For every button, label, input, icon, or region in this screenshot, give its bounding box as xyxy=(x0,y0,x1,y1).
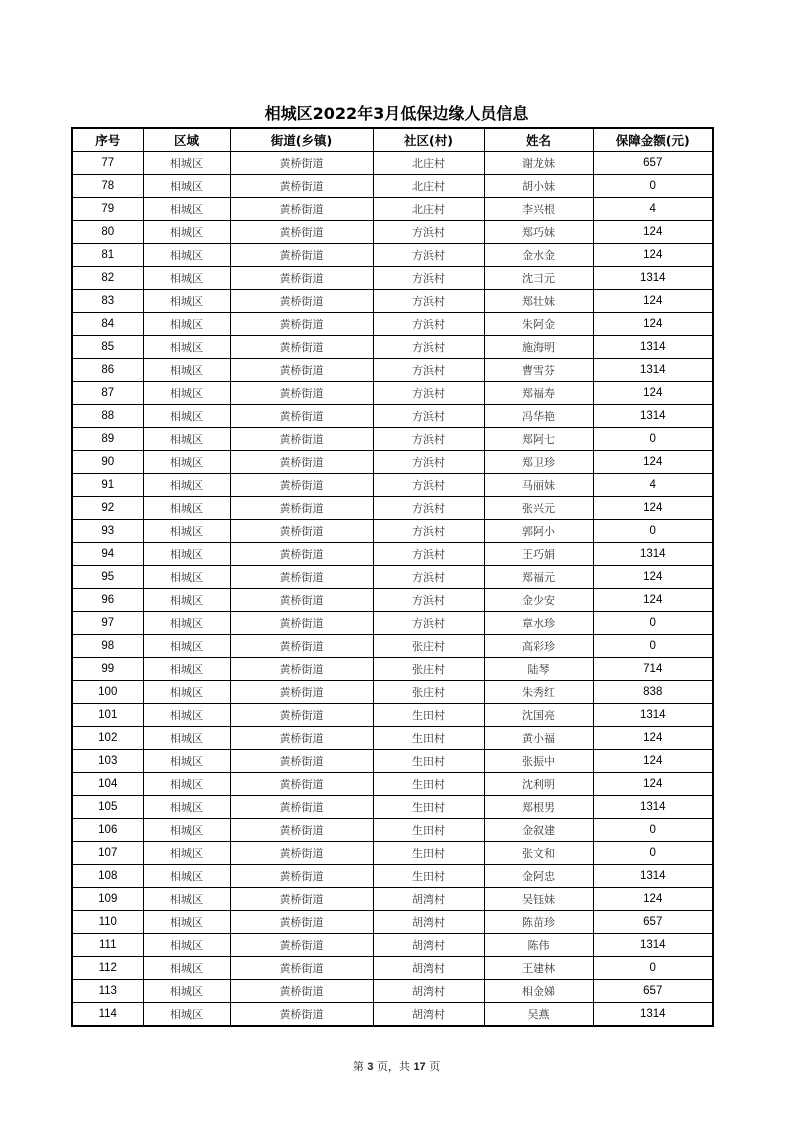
cell-district: 相城区 xyxy=(143,405,230,428)
cell-index: 107 xyxy=(72,842,143,865)
cell-name: 黄小福 xyxy=(484,727,593,750)
cell-name: 相金娣 xyxy=(484,980,593,1003)
cell-amount: 124 xyxy=(593,566,713,589)
footer-page-number: 3 xyxy=(367,1061,374,1073)
table-row xyxy=(72,773,713,796)
cell-street: 黄桥街道 xyxy=(230,750,373,773)
table-row xyxy=(72,589,713,612)
cell-street: 黄桥街道 xyxy=(230,359,373,382)
cell-community: 北庄村 xyxy=(373,198,484,221)
table-row xyxy=(72,359,713,382)
cell-street: 黄桥街道 xyxy=(230,612,373,635)
cell-community: 方浜村 xyxy=(373,290,484,313)
cell-district: 相城区 xyxy=(143,727,230,750)
cell-index: 105 xyxy=(72,796,143,819)
cell-district: 相城区 xyxy=(143,635,230,658)
cell-community: 方浜村 xyxy=(373,428,484,451)
cell-community: 方浜村 xyxy=(373,589,484,612)
cell-district: 相城区 xyxy=(143,175,230,198)
table-row xyxy=(72,474,713,497)
cell-amount: 657 xyxy=(593,152,713,175)
cell-name: 郑福元 xyxy=(484,566,593,589)
cell-district: 相城区 xyxy=(143,704,230,727)
cell-amount: 657 xyxy=(593,911,713,934)
cell-name: 朱秀红 xyxy=(484,681,593,704)
cell-district: 相城区 xyxy=(143,359,230,382)
cell-amount: 0 xyxy=(593,842,713,865)
table-row xyxy=(72,428,713,451)
cell-name: 胡小妹 xyxy=(484,175,593,198)
cell-street: 黄桥街道 xyxy=(230,198,373,221)
cell-community: 张庄村 xyxy=(373,658,484,681)
cell-community: 生田村 xyxy=(373,842,484,865)
cell-district: 相城区 xyxy=(143,566,230,589)
cell-index: 88 xyxy=(72,405,143,428)
table-row xyxy=(72,750,713,773)
cell-name: 张文和 xyxy=(484,842,593,865)
cell-street: 黄桥街道 xyxy=(230,152,373,175)
table-row xyxy=(72,681,713,704)
cell-amount: 0 xyxy=(593,612,713,635)
table-row xyxy=(72,888,713,911)
cell-name: 陈伟 xyxy=(484,934,593,957)
cell-amount: 0 xyxy=(593,175,713,198)
cell-index: 104 xyxy=(72,773,143,796)
cell-amount: 1314 xyxy=(593,336,713,359)
cell-community: 胡湾村 xyxy=(373,911,484,934)
cell-street: 黄桥街道 xyxy=(230,635,373,658)
cell-district: 相城区 xyxy=(143,497,230,520)
cell-community: 生田村 xyxy=(373,750,484,773)
cell-district: 相城区 xyxy=(143,980,230,1003)
cell-name: 郑阿七 xyxy=(484,428,593,451)
cell-street: 黄桥街道 xyxy=(230,428,373,451)
cell-community: 方浜村 xyxy=(373,543,484,566)
cell-index: 114 xyxy=(72,1003,143,1027)
cell-street: 黄桥街道 xyxy=(230,566,373,589)
cell-district: 相城区 xyxy=(143,750,230,773)
cell-amount: 124 xyxy=(593,290,713,313)
cell-index: 84 xyxy=(72,313,143,336)
cell-community: 胡湾村 xyxy=(373,957,484,980)
cell-name: 陆琴 xyxy=(484,658,593,681)
cell-community: 方浜村 xyxy=(373,221,484,244)
cell-community: 北庄村 xyxy=(373,152,484,175)
cell-community: 方浜村 xyxy=(373,313,484,336)
cell-street: 黄桥街道 xyxy=(230,934,373,957)
cell-community: 方浜村 xyxy=(373,566,484,589)
cell-district: 相城区 xyxy=(143,520,230,543)
document-title: 相城区2022年3月低保边缘人员信息 xyxy=(264,104,529,123)
cell-community: 方浜村 xyxy=(373,451,484,474)
cell-index: 80 xyxy=(72,221,143,244)
cell-amount: 714 xyxy=(593,658,713,681)
table-row xyxy=(72,405,713,428)
table-row xyxy=(72,221,713,244)
table-row xyxy=(72,727,713,750)
header-district: 区域 xyxy=(143,128,230,152)
cell-district: 相城区 xyxy=(143,290,230,313)
cell-community: 方浜村 xyxy=(373,359,484,382)
table-row xyxy=(72,267,713,290)
cell-index: 78 xyxy=(72,175,143,198)
header-name: 姓名 xyxy=(484,128,593,152)
cell-index: 102 xyxy=(72,727,143,750)
cell-amount: 124 xyxy=(593,451,713,474)
cell-community: 生田村 xyxy=(373,819,484,842)
cell-street: 黄桥街道 xyxy=(230,773,373,796)
cell-community: 方浜村 xyxy=(373,405,484,428)
cell-community: 张庄村 xyxy=(373,635,484,658)
header-community: 社区(村) xyxy=(373,128,484,152)
header-index: 序号 xyxy=(72,128,143,152)
cell-district: 相城区 xyxy=(143,796,230,819)
cell-name: 马丽妹 xyxy=(484,474,593,497)
cell-community: 生田村 xyxy=(373,773,484,796)
table-row xyxy=(72,1003,713,1027)
table-row xyxy=(72,704,713,727)
cell-index: 93 xyxy=(72,520,143,543)
cell-index: 113 xyxy=(72,980,143,1003)
cell-amount: 1314 xyxy=(593,359,713,382)
cell-name: 高彩珍 xyxy=(484,635,593,658)
cell-street: 黄桥街道 xyxy=(230,313,373,336)
cell-district: 相城区 xyxy=(143,198,230,221)
cell-amount: 1314 xyxy=(593,1003,713,1027)
cell-name: 金叙建 xyxy=(484,819,593,842)
cell-street: 黄桥街道 xyxy=(230,980,373,1003)
cell-district: 相城区 xyxy=(143,589,230,612)
cell-index: 77 xyxy=(72,152,143,175)
table-row xyxy=(72,635,713,658)
cell-district: 相城区 xyxy=(143,382,230,405)
cell-community: 生田村 xyxy=(373,865,484,888)
cell-amount: 4 xyxy=(593,474,713,497)
cell-index: 95 xyxy=(72,566,143,589)
cell-name: 谢龙妹 xyxy=(484,152,593,175)
cell-index: 110 xyxy=(72,911,143,934)
cell-district: 相城区 xyxy=(143,336,230,359)
cell-district: 相城区 xyxy=(143,244,230,267)
cell-street: 黄桥街道 xyxy=(230,382,373,405)
cell-community: 方浜村 xyxy=(373,612,484,635)
cell-index: 81 xyxy=(72,244,143,267)
table-row xyxy=(72,842,713,865)
cell-index: 87 xyxy=(72,382,143,405)
cell-street: 黄桥街道 xyxy=(230,865,373,888)
cell-name: 朱阿金 xyxy=(484,313,593,336)
cell-index: 103 xyxy=(72,750,143,773)
cell-amount: 0 xyxy=(593,819,713,842)
table-row xyxy=(72,451,713,474)
cell-amount: 1314 xyxy=(593,865,713,888)
cell-district: 相城区 xyxy=(143,888,230,911)
cell-index: 92 xyxy=(72,497,143,520)
table-row xyxy=(72,612,713,635)
cell-name: 郭阿小 xyxy=(484,520,593,543)
cell-district: 相城区 xyxy=(143,451,230,474)
data-table xyxy=(71,127,714,1027)
cell-street: 黄桥街道 xyxy=(230,727,373,750)
cell-community: 方浜村 xyxy=(373,520,484,543)
table-row xyxy=(72,336,713,359)
table-row xyxy=(72,175,713,198)
cell-name: 郑福寿 xyxy=(484,382,593,405)
cell-street: 黄桥街道 xyxy=(230,175,373,198)
cell-index: 98 xyxy=(72,635,143,658)
cell-street: 黄桥街道 xyxy=(230,704,373,727)
cell-community: 北庄村 xyxy=(373,175,484,198)
table-body xyxy=(72,152,713,1027)
cell-community: 方浜村 xyxy=(373,497,484,520)
cell-district: 相城区 xyxy=(143,267,230,290)
cell-index: 91 xyxy=(72,474,143,497)
cell-name: 张兴元 xyxy=(484,497,593,520)
cell-community: 胡湾村 xyxy=(373,1003,484,1027)
cell-name: 金水金 xyxy=(484,244,593,267)
cell-community: 方浜村 xyxy=(373,382,484,405)
cell-amount: 124 xyxy=(593,589,713,612)
cell-amount: 0 xyxy=(593,428,713,451)
cell-index: 101 xyxy=(72,704,143,727)
cell-name: 沈彐元 xyxy=(484,267,593,290)
cell-amount: 124 xyxy=(593,888,713,911)
header-street: 街道(乡镇) xyxy=(230,128,373,152)
table-header-row xyxy=(72,128,713,152)
cell-street: 黄桥街道 xyxy=(230,1003,373,1027)
cell-district: 相城区 xyxy=(143,152,230,175)
cell-index: 96 xyxy=(72,589,143,612)
cell-community: 生田村 xyxy=(373,704,484,727)
cell-amount: 1314 xyxy=(593,405,713,428)
cell-community: 胡湾村 xyxy=(373,980,484,1003)
cell-amount: 4 xyxy=(593,198,713,221)
table-row xyxy=(72,313,713,336)
cell-district: 相城区 xyxy=(143,658,230,681)
cell-amount: 124 xyxy=(593,750,713,773)
cell-name: 施海明 xyxy=(484,336,593,359)
cell-community: 胡湾村 xyxy=(373,888,484,911)
cell-name: 王建林 xyxy=(484,957,593,980)
cell-district: 相城区 xyxy=(143,428,230,451)
cell-index: 106 xyxy=(72,819,143,842)
footer-prefix: 第 xyxy=(352,1060,364,1073)
cell-name: 吴燕 xyxy=(484,1003,593,1027)
cell-district: 相城区 xyxy=(143,1003,230,1027)
cell-amount: 1314 xyxy=(593,704,713,727)
cell-community: 方浜村 xyxy=(373,244,484,267)
cell-index: 83 xyxy=(72,290,143,313)
cell-index: 112 xyxy=(72,957,143,980)
cell-district: 相城区 xyxy=(143,911,230,934)
cell-district: 相城区 xyxy=(143,819,230,842)
cell-community: 张庄村 xyxy=(373,681,484,704)
cell-amount: 0 xyxy=(593,520,713,543)
cell-amount: 0 xyxy=(593,957,713,980)
table-row xyxy=(72,865,713,888)
cell-index: 79 xyxy=(72,198,143,221)
cell-district: 相城区 xyxy=(143,957,230,980)
table-row xyxy=(72,566,713,589)
table-row xyxy=(72,382,713,405)
cell-community: 方浜村 xyxy=(373,474,484,497)
cell-district: 相城区 xyxy=(143,543,230,566)
cell-street: 黄桥街道 xyxy=(230,957,373,980)
cell-community: 生田村 xyxy=(373,796,484,819)
cell-amount: 124 xyxy=(593,313,713,336)
cell-amount: 124 xyxy=(593,773,713,796)
cell-index: 109 xyxy=(72,888,143,911)
cell-community: 方浜村 xyxy=(373,267,484,290)
table-row xyxy=(72,198,713,221)
cell-street: 黄桥街道 xyxy=(230,336,373,359)
cell-amount: 1314 xyxy=(593,934,713,957)
page-footer xyxy=(0,1058,793,1074)
cell-street: 黄桥街道 xyxy=(230,543,373,566)
cell-name: 金少安 xyxy=(484,589,593,612)
table-row xyxy=(72,934,713,957)
cell-street: 黄桥街道 xyxy=(230,290,373,313)
cell-street: 黄桥街道 xyxy=(230,520,373,543)
cell-amount: 1314 xyxy=(593,267,713,290)
cell-community: 生田村 xyxy=(373,727,484,750)
cell-amount: 657 xyxy=(593,980,713,1003)
cell-street: 黄桥街道 xyxy=(230,911,373,934)
table-row xyxy=(72,152,713,175)
footer-suffix: 页 xyxy=(429,1060,441,1073)
cell-amount: 1314 xyxy=(593,796,713,819)
cell-community: 方浜村 xyxy=(373,336,484,359)
cell-amount: 124 xyxy=(593,497,713,520)
cell-name: 郑根男 xyxy=(484,796,593,819)
cell-index: 94 xyxy=(72,543,143,566)
cell-name: 章水珍 xyxy=(484,612,593,635)
cell-index: 97 xyxy=(72,612,143,635)
cell-amount: 124 xyxy=(593,382,713,405)
table-row xyxy=(72,497,713,520)
cell-district: 相城区 xyxy=(143,681,230,704)
cell-district: 相城区 xyxy=(143,934,230,957)
cell-name: 沈利明 xyxy=(484,773,593,796)
cell-district: 相城区 xyxy=(143,221,230,244)
cell-street: 黄桥街道 xyxy=(230,267,373,290)
cell-name: 吴钰妹 xyxy=(484,888,593,911)
table-row xyxy=(72,244,713,267)
cell-district: 相城区 xyxy=(143,842,230,865)
cell-street: 黄桥街道 xyxy=(230,474,373,497)
cell-street: 黄桥街道 xyxy=(230,888,373,911)
table-row xyxy=(72,520,713,543)
cell-index: 108 xyxy=(72,865,143,888)
cell-index: 86 xyxy=(72,359,143,382)
cell-district: 相城区 xyxy=(143,474,230,497)
cell-street: 黄桥街道 xyxy=(230,842,373,865)
cell-amount: 124 xyxy=(593,221,713,244)
table-row xyxy=(72,911,713,934)
cell-street: 黄桥街道 xyxy=(230,405,373,428)
cell-name: 王巧娟 xyxy=(484,543,593,566)
table-row xyxy=(72,796,713,819)
cell-name: 李兴根 xyxy=(484,198,593,221)
cell-street: 黄桥街道 xyxy=(230,681,373,704)
cell-street: 黄桥街道 xyxy=(230,819,373,842)
header-amount: 保障金额(元) xyxy=(593,128,713,152)
cell-street: 黄桥街道 xyxy=(230,221,373,244)
cell-name: 陈苗珍 xyxy=(484,911,593,934)
cell-name: 郑壮妹 xyxy=(484,290,593,313)
table-row xyxy=(72,658,713,681)
table-row xyxy=(72,543,713,566)
cell-street: 黄桥街道 xyxy=(230,244,373,267)
table-row xyxy=(72,980,713,1003)
cell-amount: 0 xyxy=(593,635,713,658)
cell-name: 曹雪芬 xyxy=(484,359,593,382)
cell-community: 胡湾村 xyxy=(373,934,484,957)
cell-street: 黄桥街道 xyxy=(230,451,373,474)
cell-street: 黄桥街道 xyxy=(230,796,373,819)
cell-index: 100 xyxy=(72,681,143,704)
cell-index: 89 xyxy=(72,428,143,451)
cell-index: 99 xyxy=(72,658,143,681)
cell-index: 90 xyxy=(72,451,143,474)
table-row xyxy=(72,290,713,313)
cell-district: 相城区 xyxy=(143,313,230,336)
cell-index: 82 xyxy=(72,267,143,290)
cell-name: 金阿忠 xyxy=(484,865,593,888)
footer-total-pages: 17 xyxy=(413,1061,426,1073)
cell-district: 相城区 xyxy=(143,865,230,888)
cell-amount: 124 xyxy=(593,244,713,267)
table-row xyxy=(72,819,713,842)
cell-amount: 124 xyxy=(593,727,713,750)
cell-district: 相城区 xyxy=(143,773,230,796)
cell-index: 85 xyxy=(72,336,143,359)
cell-street: 黄桥街道 xyxy=(230,658,373,681)
cell-street: 黄桥街道 xyxy=(230,497,373,520)
footer-middle: 页，共 xyxy=(376,1060,410,1073)
cell-street: 黄桥街道 xyxy=(230,589,373,612)
cell-name: 冯华艳 xyxy=(484,405,593,428)
cell-name: 张振中 xyxy=(484,750,593,773)
table-row xyxy=(72,957,713,980)
cell-name: 沈国亮 xyxy=(484,704,593,727)
cell-name: 郑卫珍 xyxy=(484,451,593,474)
cell-district: 相城区 xyxy=(143,612,230,635)
cell-amount: 1314 xyxy=(593,543,713,566)
cell-name: 郑巧妹 xyxy=(484,221,593,244)
cell-index: 111 xyxy=(72,934,143,957)
cell-amount: 838 xyxy=(593,681,713,704)
